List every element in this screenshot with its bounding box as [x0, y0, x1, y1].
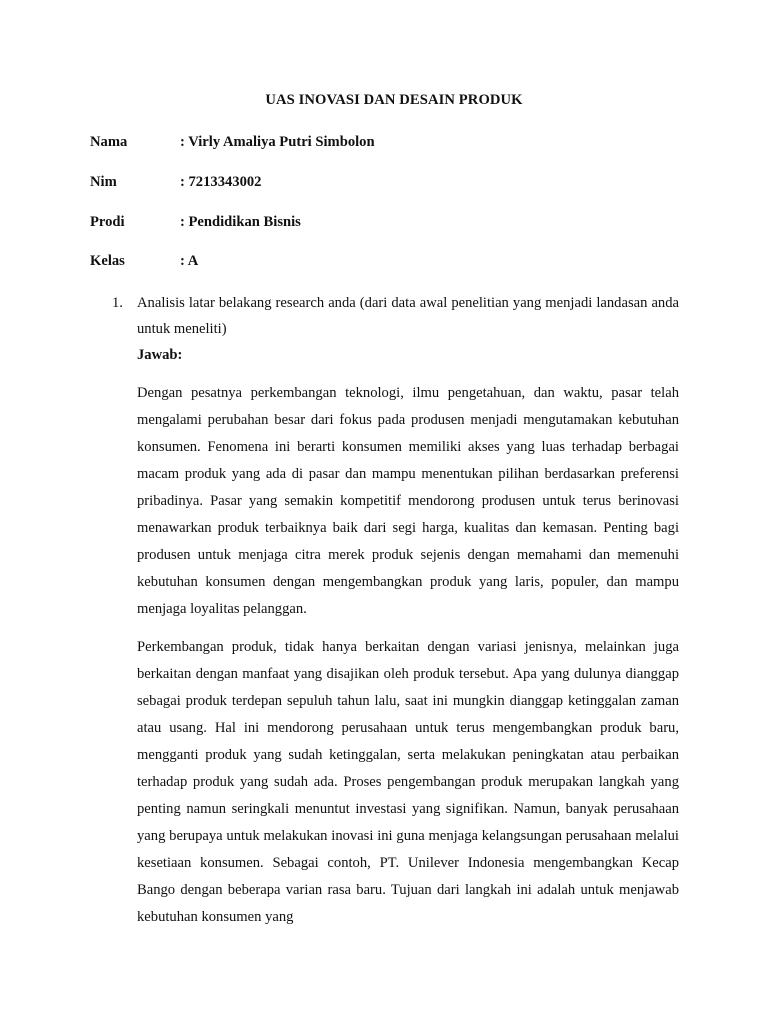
question-item [112, 290, 679, 342]
question-number: 1. [112, 295, 123, 311]
answer-label: Jawab: [137, 347, 183, 363]
field-nama-label: Nama [90, 134, 128, 150]
answer-paragraph-2: Perkembangan produk, tidak hanya berkaitan dengan variasi jenisnya, melainkan juga berkaitan dengan manfaat yang disajikan oleh produk tersebut. Apa yang dulunya dianggap sebagai produk terdepan sepuluh tahun lalu, saat ini mungkin dianggap ketinggalan zaman atau usang. Hal ini mendorong perusahaan untuk terus mengembangkan produk baru, mengganti produk yang sudah ketinggalan, serta melakukan peningkatan atau perbaikan terhadap produk yang sudah ada. Proses pengembangan produk merupakan langkah yang penting namun seringkali menuntut investasi yang signifikan. Namun, banyak perusahaan yang berupaya untuk melakukan inovasi ini guna menjaga kelangsungan perusahaan melalui kesetiaan konsumen. Sebagai contoh, PT. Unilever Indonesia mengembangkan Kecap Bango dengan beberapa varian rasa baru. Tujuan dari langkah ini adalah untuk menjawab kebutuhan konsumen yang [137, 639, 679, 925]
field-prodi-value: : Pendidikan Bisnis [180, 214, 301, 230]
field-prodi-label: Prodi [90, 214, 125, 230]
question-text: Analisis latar belakang research anda (dari data awal penelitian yang menjadi landasan anda untuk meneliti) [137, 295, 679, 337]
field-nim-label: Nim [90, 174, 117, 190]
document-title: UAS INOVASI DAN DESAIN PRODUK [265, 92, 523, 108]
field-kelas-label: Kelas [90, 253, 125, 269]
answer-paragraph-1: Dengan pesatnya perkembangan teknologi, ilmu pengetahuan, dan waktu, pasar telah mengalami perubahan besar dari fokus pada produsen menjadi mengutamakan kebutuhan konsumen. Fenomena ini berarti konsumen memiliki akses yang luas terhadap berbagai macam produk yang ada di pasar dan mampu menentukan pilihan berdasarkan preferensi pribadinya. Pasar yang semakin kompetitif mendorong produsen untuk terus berinovasi menawarkan produk terbaiknya baik dari segi harga, kualitas dan kemasan. Penting bagi produsen untuk menjaga citra merek produk sejenis dengan memahami dan memenuhi kebutuhan konsumen dengan mengembangkan produk yang laris, populer, dan mampu menjaga loyalitas pelanggan. [137, 385, 679, 617]
field-nim-value: : 7213343002 [180, 174, 262, 190]
field-nama-value: : Virly Amaliya Putri Simbolon [180, 134, 375, 150]
field-kelas-value: : A [180, 253, 199, 269]
